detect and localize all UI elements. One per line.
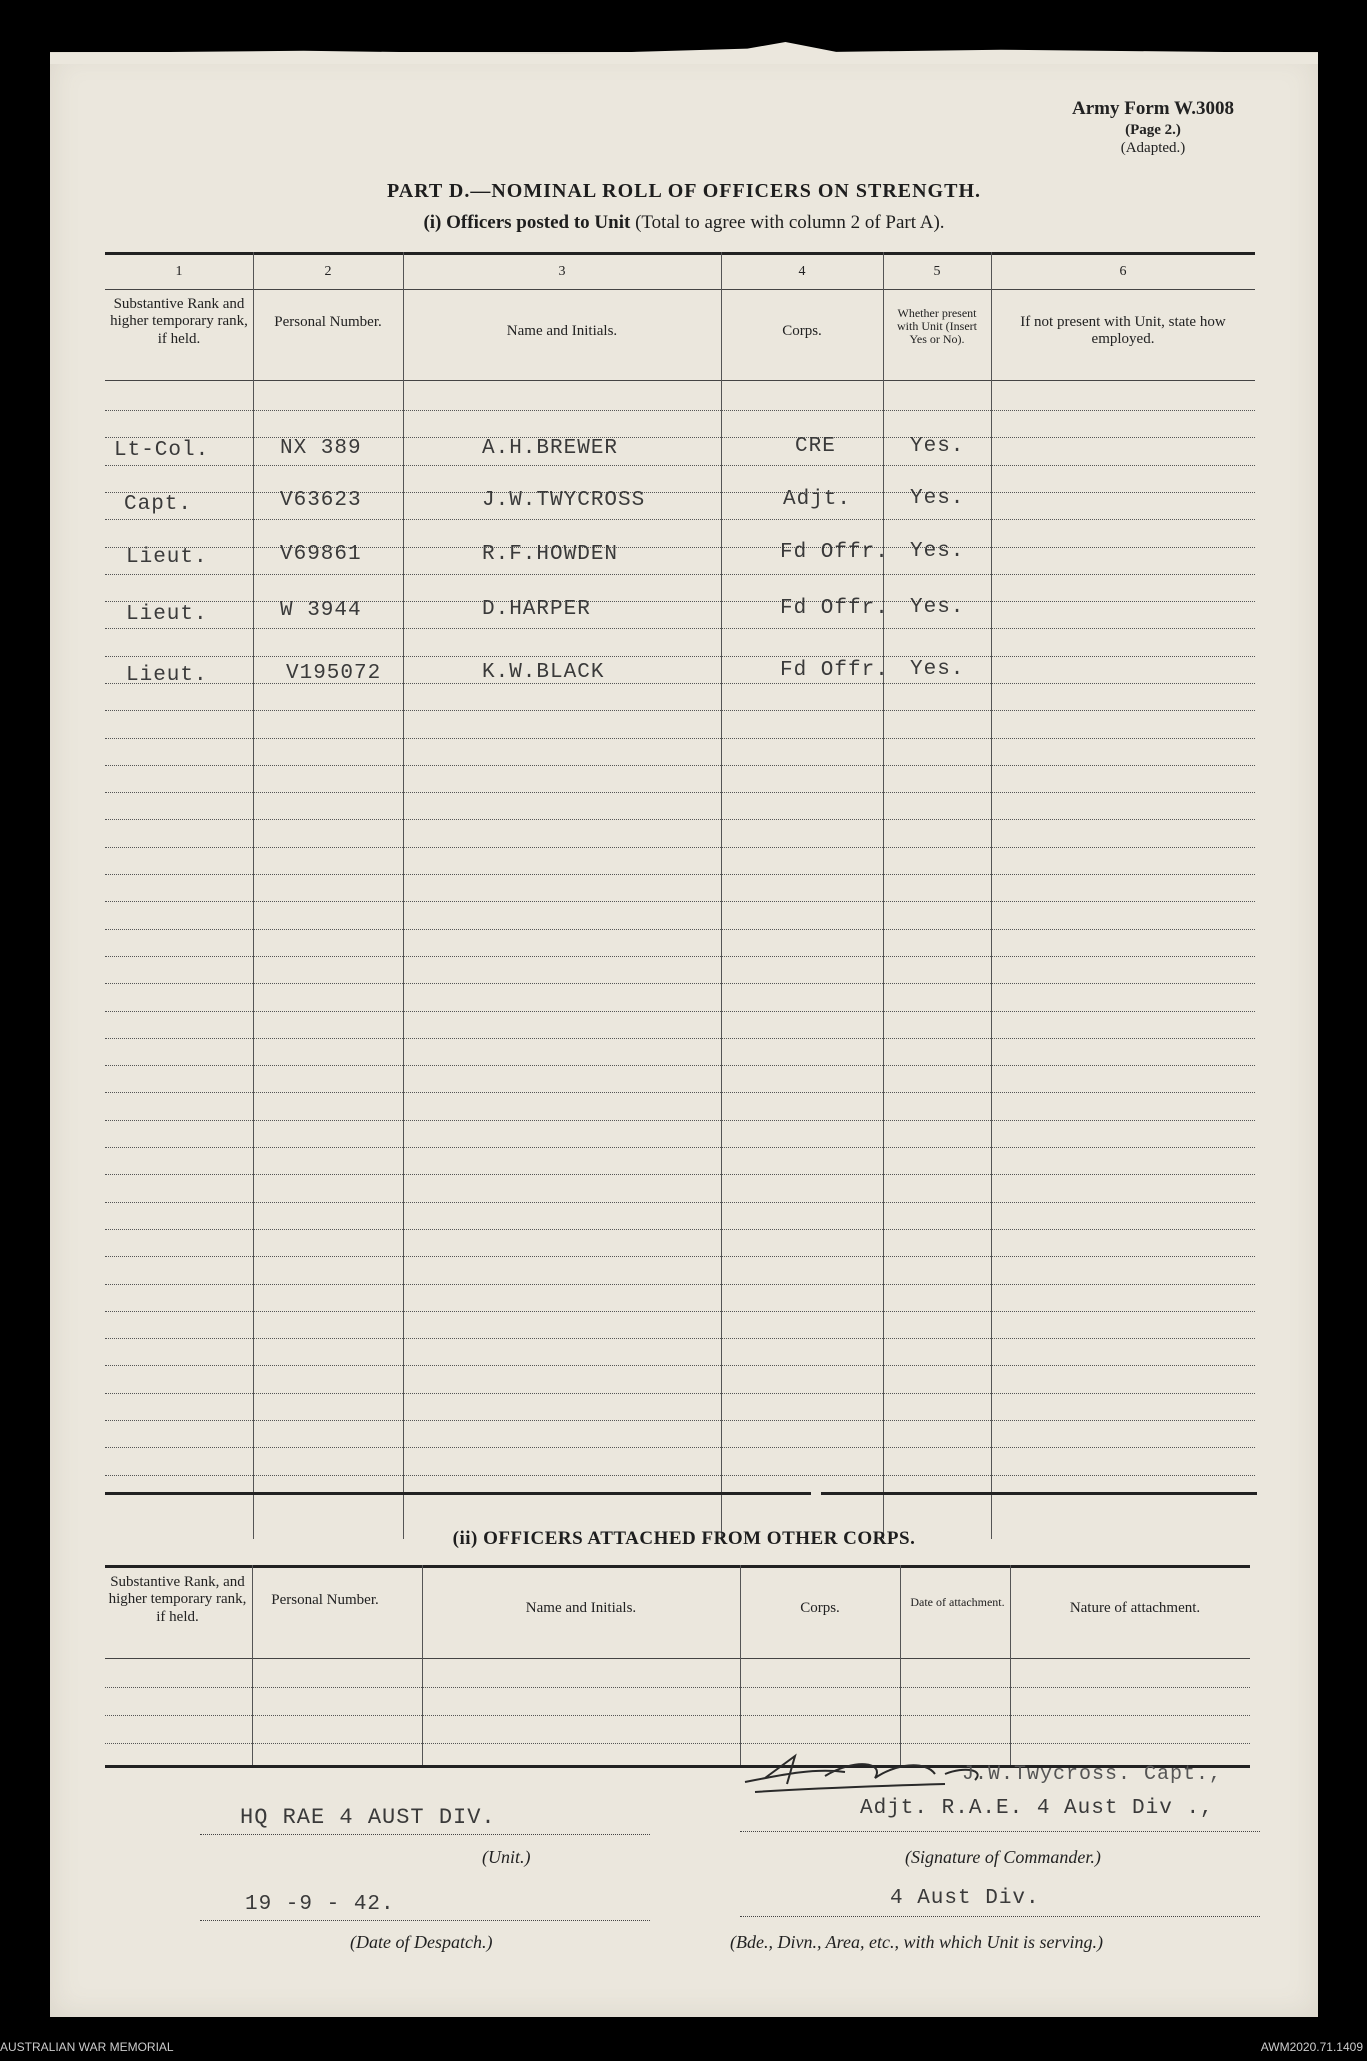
- row-rank: Lieut.: [126, 546, 208, 569]
- signature-caption: (Signature of Commander.): [905, 1847, 1101, 1867]
- row-corps: Fd Offr.: [780, 597, 889, 620]
- row-corps: Adjt.: [783, 488, 852, 511]
- ruled-line: [105, 1202, 1255, 1203]
- row-personal-number: NX 389: [280, 437, 362, 460]
- signature-line2: Adjt. R.A.E. 4 Aust Div .,: [860, 1797, 1214, 1820]
- ruled-line: [105, 1174, 1255, 1175]
- ruled-line: [105, 710, 1255, 711]
- t2-header-name: Name and Initials.: [525, 1600, 637, 1616]
- ruled-line: [105, 628, 1255, 629]
- table1-bottom-rule: [821, 1492, 1257, 1495]
- ruled-line: [105, 956, 1255, 957]
- row-personal-number: W 3944: [280, 599, 362, 622]
- row-present: Yes.: [910, 540, 965, 563]
- t1-col-divider: [883, 252, 884, 1539]
- date-caption: (Date of Despatch.): [350, 1932, 493, 1952]
- row-personal-number: V63623: [280, 489, 362, 512]
- t1-col-divider: [403, 252, 404, 1539]
- row-present: Yes.: [910, 435, 965, 458]
- ruled-line: [105, 410, 1255, 411]
- archive-credit: AUSTRALIAN WAR MEMORIAL: [0, 2040, 174, 2054]
- ruled-line: [105, 519, 1255, 520]
- ruled-line: [105, 1229, 1255, 1230]
- ruled-line: [105, 874, 1255, 875]
- subtitle-rest: (Total to agree with column 2 of Part A).: [635, 212, 945, 233]
- t1-col-divider: [721, 252, 722, 1539]
- ruled-line: [105, 847, 1255, 848]
- ruled-line: [105, 656, 1255, 657]
- t2-col-divider: [1010, 1565, 1011, 1765]
- page-title: PART D.—NOMINAL ROLL OF OFFICERS ON STRENGTH.: [387, 180, 981, 202]
- row-corps: Fd Offr.: [780, 659, 889, 682]
- page-subtitle: [50, 212, 1318, 234]
- date-line: [200, 1920, 650, 1922]
- row-corps: CRE: [795, 435, 836, 458]
- row-corps: Fd Offr.: [780, 541, 889, 564]
- archive-bar: [0, 2034, 1367, 2061]
- t2-header-rank: Substantive Rank, and higher temporary rank, if held.: [108, 1574, 247, 1625]
- row-present: Yes.: [910, 658, 965, 681]
- ruled-line: [105, 683, 1255, 684]
- ruled-line: [105, 437, 1255, 438]
- t2-col-divider: [252, 1565, 253, 1765]
- col-number-3: 3: [558, 264, 566, 279]
- form-identifier: [1072, 98, 1234, 157]
- row-rank: Lt-Col.: [114, 439, 210, 462]
- row-rank: Capt.: [124, 493, 193, 516]
- row-name: R.F.HOWDEN: [482, 543, 619, 566]
- ruled-line: [105, 1311, 1255, 1312]
- t2-header-nature: Nature of attachment.: [1069, 1600, 1201, 1616]
- ruled-line: [105, 1447, 1255, 1448]
- table2-title: (ii) OFFICERS ATTACHED FROM OTHER CORPS.: [452, 1528, 916, 1549]
- row-name: J.W.TWYCROSS: [482, 489, 646, 512]
- archive-reference: AWM2020.71.1409: [1260, 2040, 1363, 2054]
- ruled-line: [105, 1092, 1255, 1093]
- form-name: Army Form W.3008: [1071, 98, 1234, 119]
- bde-value: 4 Aust Div.: [890, 1887, 1040, 1910]
- ruled-line: [105, 792, 1255, 793]
- table1-top-rule: [105, 252, 1255, 255]
- bde-line: [740, 1916, 1260, 1918]
- ruled-line: [105, 929, 1255, 930]
- t2-header-personal-number: Personal Number.: [271, 1592, 379, 1608]
- table2-top-rule: [105, 1565, 1250, 1568]
- t2-header-date: Date of attachment.: [910, 1595, 1005, 1609]
- row-name: D.HARPER: [482, 598, 591, 621]
- ruled-line: [105, 601, 1255, 602]
- t1-header-employment: If not present with Unit, state how employed.: [1020, 314, 1226, 348]
- signature-line: [740, 1831, 1260, 1833]
- bde-caption: (Bde., Divn., Area, etc., with which Unit is serving.): [730, 1932, 1103, 1952]
- ruled-line: [105, 1393, 1255, 1394]
- ruled-line: [105, 1475, 1255, 1476]
- ruled-line: [105, 1365, 1255, 1366]
- ruled-line: [105, 1715, 1250, 1716]
- ruled-line: [105, 1256, 1255, 1257]
- col-number-2: 2: [324, 264, 332, 279]
- torn-edge: [50, 42, 1318, 64]
- t1-header-rank: Substantive Rank and higher temporary rank, if held.: [110, 296, 248, 347]
- table1-header-rule: [105, 380, 1255, 381]
- row-rank: Lieut.: [126, 664, 208, 687]
- col-number-5: 5: [933, 264, 941, 279]
- unit-line: [200, 1834, 650, 1836]
- t1-col-divider: [991, 252, 992, 1539]
- form-page-number: (Page 2.): [1125, 121, 1181, 138]
- col-number-4: 4: [798, 264, 806, 279]
- row-name: K.W.BLACK: [482, 661, 605, 684]
- ruled-line: [105, 1338, 1255, 1339]
- ruled-line: [105, 1687, 1250, 1688]
- t1-header-present: Whether present with Unit (Insert Yes or No).: [897, 306, 977, 347]
- t2-col-divider: [740, 1565, 741, 1765]
- unit-value: HQ RAE 4 AUST DIV.: [240, 1805, 496, 1830]
- ruled-line: [105, 983, 1255, 984]
- col-number-1: 1: [175, 264, 183, 279]
- ruled-line: [105, 738, 1255, 739]
- ruled-line: [105, 574, 1255, 575]
- row-present: Yes.: [910, 487, 965, 510]
- t1-col-divider: [253, 252, 254, 1539]
- col-number-6: 6: [1119, 264, 1127, 279]
- subtitle-bold: (i) Officers posted to Unit: [423, 212, 631, 233]
- signature-line1: J.W.Twycross. Capt.,: [962, 1763, 1223, 1786]
- row-personal-number: V195072: [286, 662, 382, 685]
- form-page: [50, 52, 1318, 2017]
- ruled-line: [105, 1038, 1255, 1039]
- row-personal-number: V69861: [280, 543, 362, 566]
- t1-header-name: Name and Initials.: [506, 323, 618, 339]
- t2-col-divider: [422, 1565, 423, 1765]
- ruled-line: [105, 1120, 1255, 1121]
- t2-col-divider: [900, 1565, 901, 1765]
- ruled-line: [105, 901, 1255, 902]
- row-rank: Lieut.: [126, 603, 208, 626]
- ruled-line: [105, 465, 1255, 466]
- ruled-line: [105, 492, 1255, 493]
- ruled-line: [105, 765, 1255, 766]
- t1-header-corps: Corps.: [782, 323, 822, 339]
- unit-caption: (Unit.): [482, 1847, 531, 1867]
- t1-header-personal-number: Personal Number.: [274, 314, 382, 330]
- ruled-line: [105, 1147, 1255, 1148]
- table2-header-rule: [105, 1658, 1250, 1659]
- ruled-line: [105, 1284, 1255, 1285]
- row-name: A.H.BREWER: [482, 437, 619, 460]
- ruled-line: [105, 547, 1255, 548]
- t2-header-corps: Corps.: [800, 1600, 840, 1616]
- form-adapted: (Adapted.): [1120, 139, 1186, 156]
- table1-number-rule: [105, 289, 1255, 290]
- ruled-line: [105, 1011, 1255, 1012]
- ruled-line: [105, 1065, 1255, 1066]
- date-value: 19 -9 - 42.: [245, 1893, 395, 1916]
- table1-bottom-rule: [105, 1492, 811, 1495]
- ruled-line: [105, 819, 1255, 820]
- row-present: Yes.: [910, 596, 965, 619]
- ruled-line: [105, 1420, 1255, 1421]
- ruled-line: [105, 1743, 1250, 1744]
